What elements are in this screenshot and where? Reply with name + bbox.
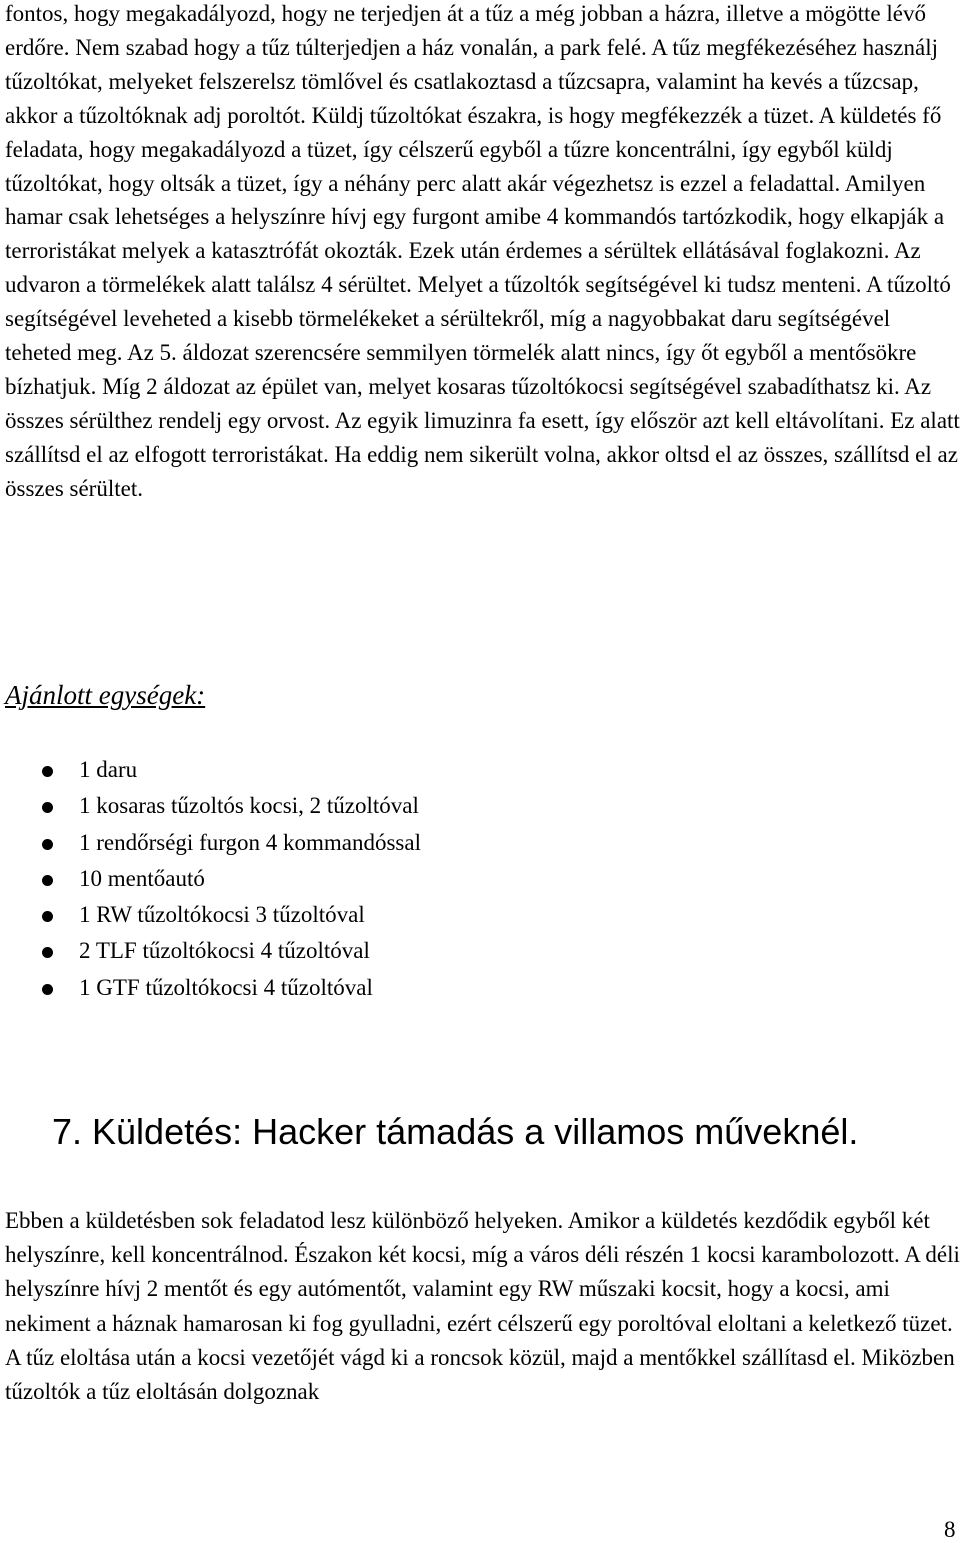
list-item — [0, 897, 421, 933]
mission-title: 7. Küldetés: Hacker támadás a villamos műveknél. — [52, 1111, 859, 1152]
body-paragraph-1: fontos, hogy megakadályozd, hogy ne terjedjen át a tűz a még jobban a házra, illetve a mögötte lévő erdőre. Nem szabad hogy a tűz túlterjedjen a ház vonalán, a park felé. A tűz megfékezéséhez használj tűzoltókat, melyeket felszerelsz tömlővel és csatlakoztasd a tűzcsapra, valamint ha kevés a tűzcsap, akkor a tűzoltóknak adj poroltót. Küldj tűzoltókat északra, is hogy megfékezzék a tüzet. A küldetés fő feladata, hogy megakadályozd a tüzet, így célszerű egyből a tűzre koncentrálni, így egyből küldj tűzoltókat, hogy oltsák a tüzet, így a néhány perc alatt akár végezhetsz is ezzel a feladattal. Amilyen hamar csak lehetséges a helyszínre hívj egy furgont amibe 4 kommandós tartózkodik, hogy elkapják a terroristákat melyek a katasztrófát okozták. Ezek után érdemes a sérültek ellátásával foglakozni. Az udvaron a törmelékek alatt találsz 4 sérültet. Melyet a tűzoltók segítségével ki tudsz menteni. A tűzoltó segítségével leveheted a kisebb törmelékeket a sérültekről, míg a nagyobbakat daru segítségével teheted meg. Az 5. áldozat szerencsére semmilyen törmelék alatt nincs, így őt egyből a mentősökre bízhatjuk. Míg 2 áldozat az épület van, melyet kosaras tűzoltókocsi segítségével szabadíthatsz ki. Az összes sérülthez rendelj egy orvost. Az egyik limuzinra fa esett, így először azt kell eltávolítani. Ez alatt szállítsd el az elfogott terroristákat. Ha eddig nem sikerült volna, akkor oltsd el az összes, szállítsd el az összes sérültet. — [5, 1, 960, 501]
unit-label: 2 TLF tűzoltókocsi 4 tűzoltóval — [79, 938, 370, 964]
bullet-icon — [42, 984, 53, 995]
bullet-icon — [42, 766, 53, 777]
recommended-units-heading: Ajánlott egységek: — [5, 680, 206, 710]
recommended-units-list — [0, 752, 421, 1006]
list-item — [0, 788, 421, 824]
unit-label: 1 GTF tűzoltókocsi 4 tűzoltóval — [79, 974, 373, 1000]
page-number: 8 — [944, 1517, 956, 1542]
bullet-icon — [42, 947, 53, 958]
bullet-icon — [42, 802, 53, 813]
list-item — [0, 861, 421, 897]
unit-label: 1 daru — [79, 757, 138, 782]
unit-label: 1 kosaras tűzoltós kocsi, 2 tűzoltóval — [79, 793, 419, 819]
bullet-icon — [42, 839, 53, 850]
list-item — [0, 752, 421, 788]
body-paragraph-2: Ebben a küldetésben sok feladatod lesz különböző helyeken. Amikor a küldetés kezdődik egyből két helyszínre, kell koncentrálnod. Északon két kocsi, míg a város déli részén 1 kocsi karambolozott. A déli helyszínre hívj 2 mentőt és egy autómentőt, valamint egy RW műszaki kocsit, hogy a kocsi, ami nekiment a háznak hamarosan ki fog gyulladni, ezért célszerű egy poroltóval eloltani a keletkező tüzet. A tűz eloltása után a kocsi vezetőjét vágd ki a roncsok közül, majd a mentőkkel szállítasd el. Miközben tűzoltók a tűz eloltásán dolgoznak — [5, 1208, 960, 1405]
list-item — [0, 970, 421, 1006]
unit-label: 1 RW tűzoltókocsi 3 tűzoltóval — [79, 902, 365, 928]
list-item — [0, 933, 421, 969]
bullet-icon — [42, 875, 53, 886]
unit-label: 10 mentőautó — [79, 865, 205, 891]
bullet-icon — [42, 911, 53, 922]
list-item — [0, 825, 421, 861]
unit-label: 1 rendőrségi furgon 4 kommandóssal — [79, 829, 421, 855]
